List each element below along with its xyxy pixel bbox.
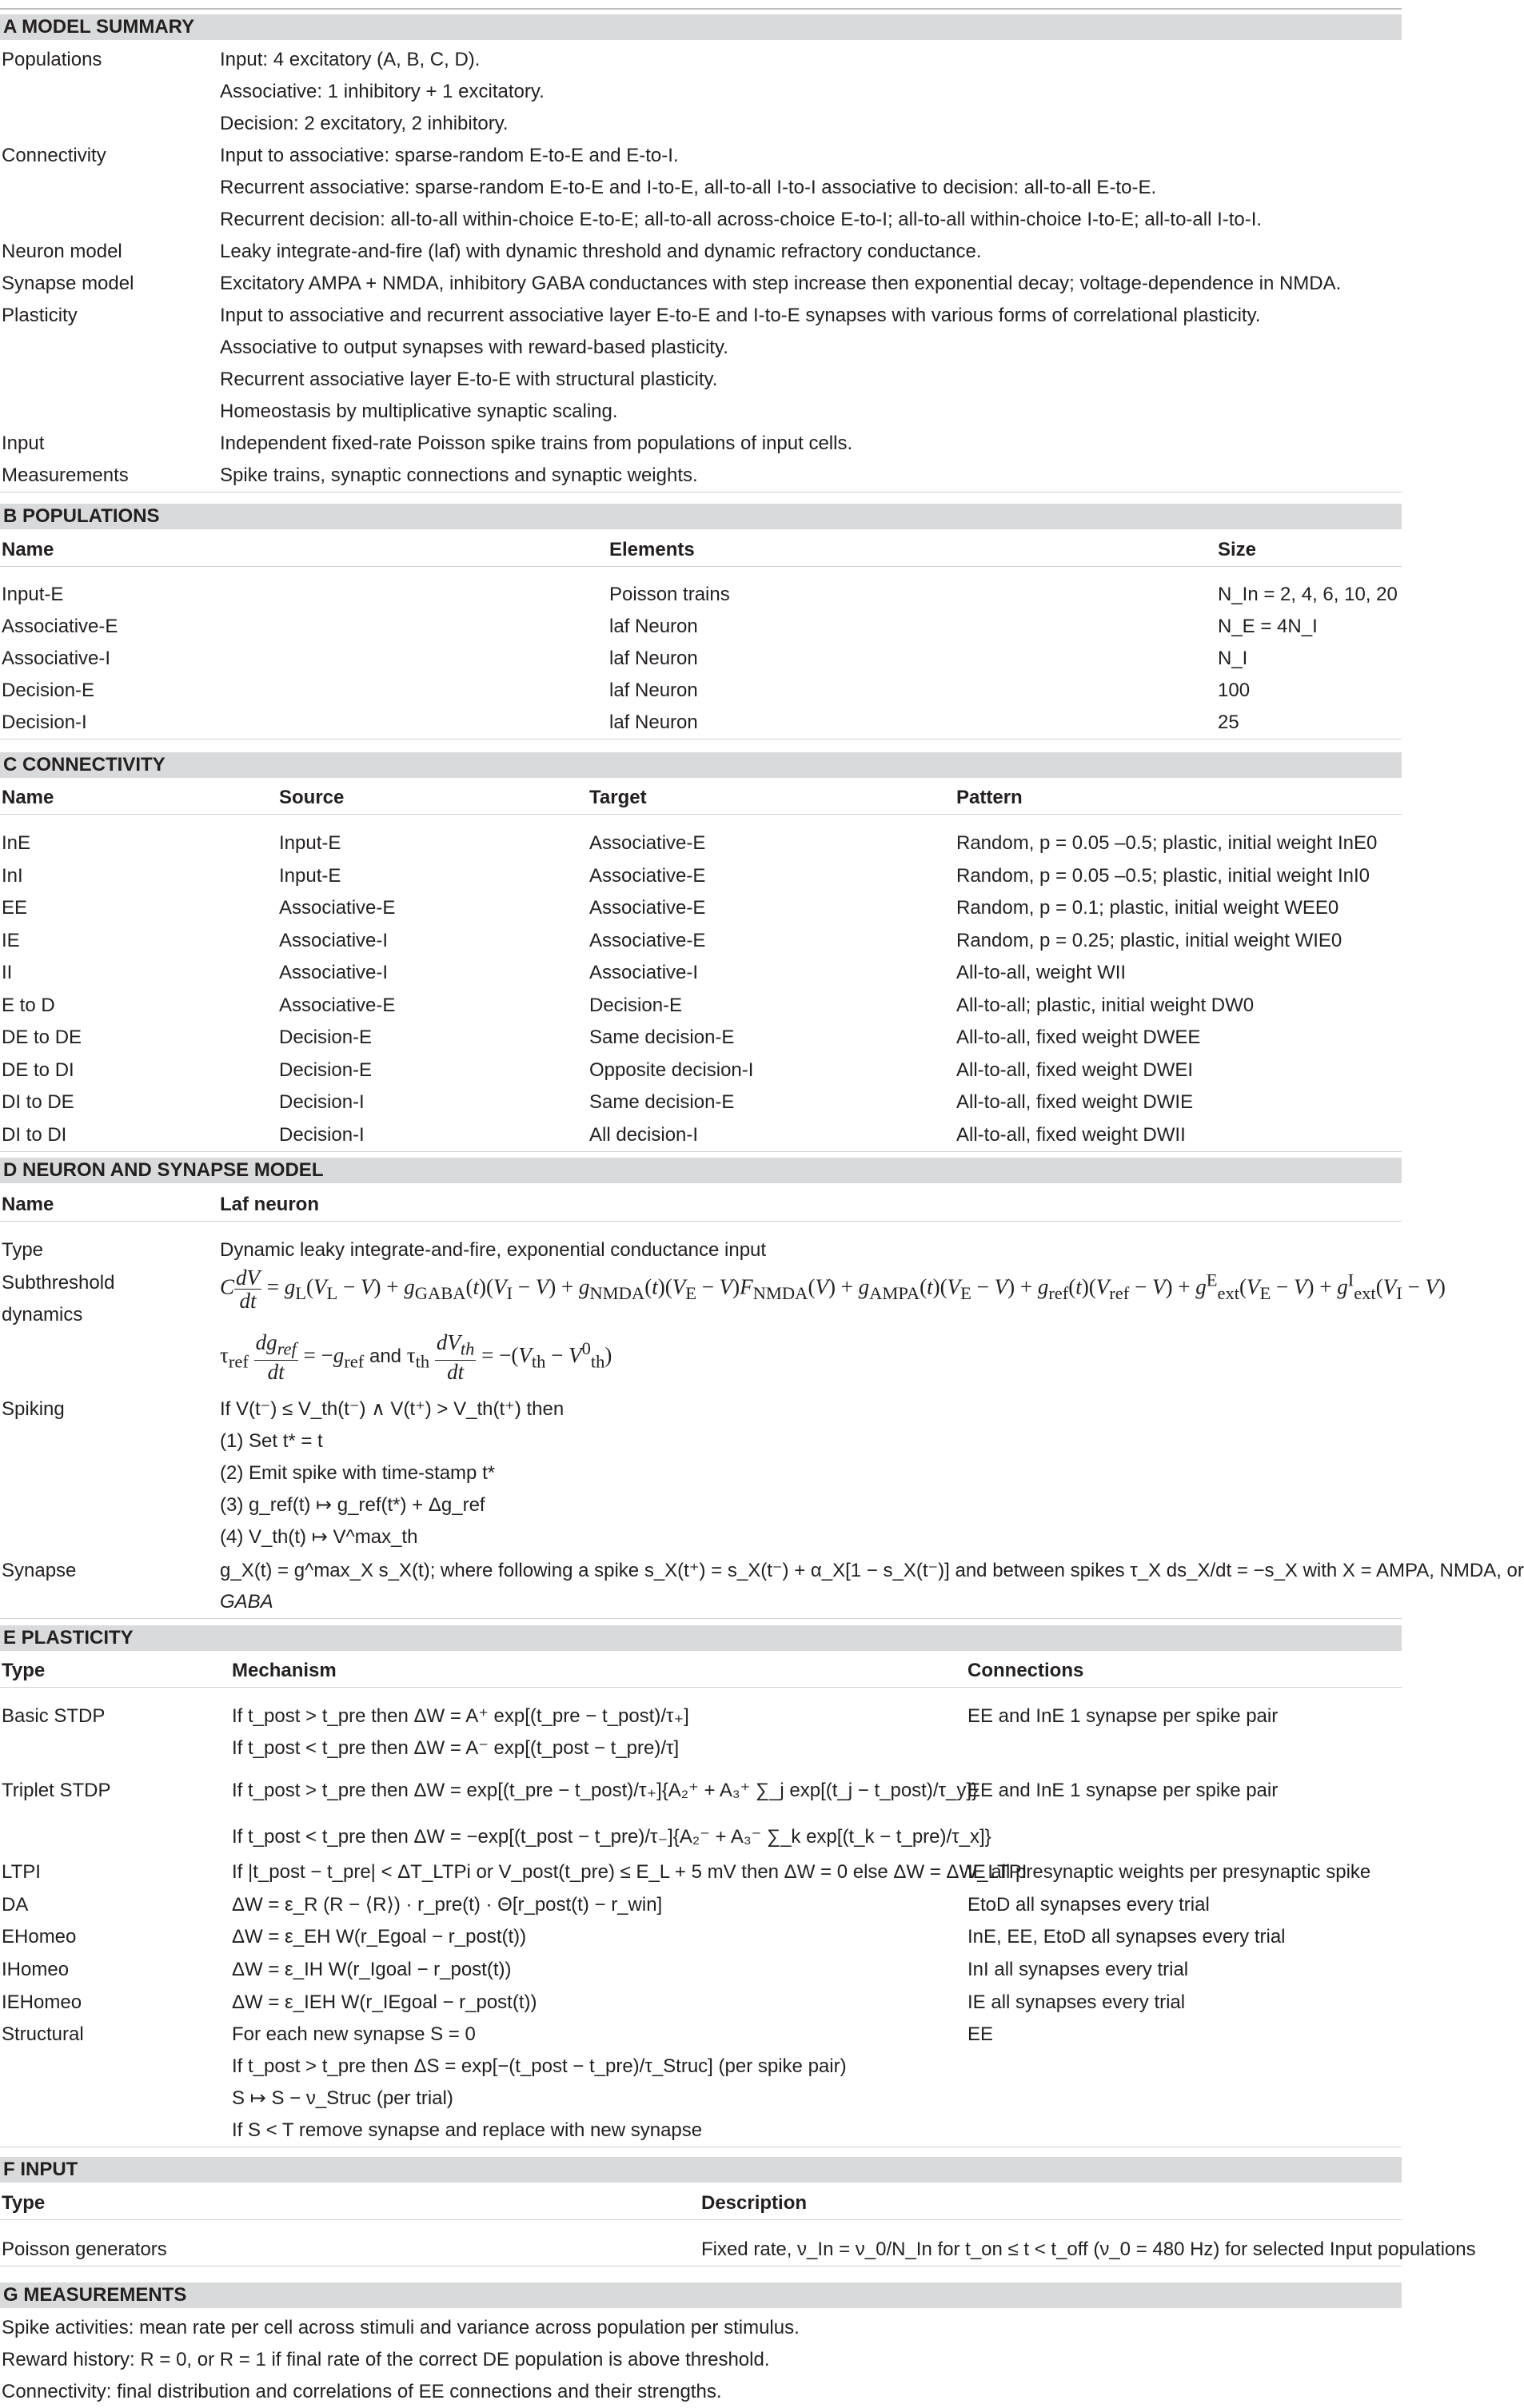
section-f-header: F INPUT — [0, 2157, 1402, 2183]
connection-source: Decision-I — [279, 1123, 365, 1146]
f-input-row: Poisson generators Fixed rate, ν_In = ν_0/N_In for t_on ≤ t < t_off (ν_0 = 480 Hz) for selected Input populations — [0, 2234, 1402, 2266]
connection-source: Input-E — [279, 832, 341, 854]
plasticity-type: Basic STDP — [2, 1705, 106, 1727]
summary-label: Measurements — [2, 464, 129, 486]
population-size: 100 — [1218, 680, 1251, 701]
plasticity-connections: InI all synapses every trial — [967, 1959, 1189, 1980]
connection-target: Associative-I — [589, 962, 699, 983]
summary-row — [0, 300, 1402, 332]
population-name: Input-E — [2, 584, 64, 605]
connection-pattern: Random, p = 0.05 –0.5; plastic, initial weight InE0 — [956, 832, 1378, 854]
connection-pattern: Random, p = 0.05 –0.5; plastic, initial weight InI0 — [956, 864, 1370, 887]
plasticity-connections: EE and InE 1 synapse per spike pair — [967, 1705, 1279, 1727]
summary-row — [0, 108, 1402, 140]
population-elements: laf Neuron — [609, 648, 698, 669]
population-elements: laf Neuron — [609, 616, 698, 637]
section-c-column-headers — [0, 782, 1402, 815]
col-type: Type — [2, 2192, 46, 2214]
connection-row — [0, 860, 1402, 892]
col-name: Name — [2, 1194, 54, 1215]
connection-row — [0, 892, 1402, 924]
summary-text: Input to associative and recurrent associative layer E-to-E and I-to-E synapses with various forms of correlational plasticity. — [220, 305, 1261, 326]
col-target: Target — [589, 787, 647, 808]
summary-label: Connectivity — [2, 145, 106, 166]
connection-pattern: All-to-all, weight WII — [956, 962, 1127, 983]
summary-text: Leaky integrate-and-fire (laf) with dynamic threshold and dynamic refractory conductance. — [220, 241, 982, 262]
summary-text: Input to associative: sparse-random E-to-E and E-to-I. — [220, 145, 679, 166]
refractory-threshold-equation: $\tau_{ref}$ $\frac{dg_{ref}}{dt}$ = $-g_{ref}$ and $\tau_{th}$ $\frac{dV_{th}}{dt}$ = $-(V_{th} - V^0_{th})$ — [220, 1330, 612, 1385]
plasticity-mechanism: For each new synapse S = 0 — [232, 2023, 476, 2045]
connection-name: InE — [2, 832, 31, 854]
membrane-equation: C $\frac{dV}{dt}$ = $g_L(V_L - V) + g_{GABA}(t)(V_I - V) + g_{NMDA}(t)(V_E - V)F_{NMDA}(V) + g_{AMPA}(t)(V_E - V) + g_{ref}(t)(V_{ref} - V) + g^E_{ext}(V_E - V) + g^I_{ext}(V_I - V)$ — [220, 1266, 1446, 1313]
col-description: Description — [701, 2192, 808, 2214]
plasticity-type: IEHomeo — [2, 1991, 82, 2013]
col-elements: Elements — [609, 539, 695, 560]
connection-pattern: All-to-all, fixed weight DWEE — [956, 1027, 1201, 1048]
section-f-column-headers — [0, 2187, 1402, 2220]
population-size: 25 — [1218, 712, 1239, 733]
spiking-rule-line: If V(t⁻) ≤ V_th(t⁻) ∧ V(t⁺) > V_th(t⁺) then — [220, 1398, 565, 1420]
connection-row — [0, 1022, 1402, 1054]
summary-row — [0, 268, 1402, 300]
summary-text: Independent fixed-rate Poisson spike trains from populations of input cells. — [220, 433, 853, 454]
measurement-line: Spike activities: mean rate per cell across stimuli and variance across population per stimulus. — [2, 2317, 800, 2338]
plasticity-mechanism: ΔW = ε_IEH W(r_IEgoal − r_post(t)) — [232, 1991, 537, 2013]
summary-text: Recurrent associative layer E-to-E with structural plasticity. — [220, 369, 718, 390]
summary-row — [0, 76, 1402, 108]
population-name: Associative-E — [2, 616, 118, 637]
col-type: Type — [2, 1660, 46, 1681]
spiking-line — [0, 1393, 1402, 1425]
population-size: N_I — [1218, 648, 1248, 669]
col-mechanism: Mechanism — [232, 1660, 337, 1681]
plasticity-mechanism: If t_post > t_pre then ΔW = exp[(t_pre − t_post)/τ₊]{A₂⁺ + A₃⁺ ∑_j exp[(t_j − t_post)/τ_y]} — [232, 1780, 978, 1801]
connection-source: Associative-I — [279, 962, 389, 983]
spiking-line — [0, 1489, 1402, 1521]
connection-source: Decision-E — [279, 1058, 373, 1081]
summary-row — [0, 140, 1402, 172]
summary-row — [0, 332, 1402, 364]
summary-row — [0, 204, 1402, 236]
population-row — [0, 579, 1402, 611]
plasticity-connections: EE and InE 1 synapse per spike pair — [967, 1780, 1279, 1801]
plasticity-mechanism: If t_post < t_pre then ΔW = A⁻ exp[(t_post − t_pre)/τ] — [232, 1737, 680, 1759]
summary-text: Associative to output synapses with reward-based plasticity. — [220, 337, 728, 358]
measurement-line: Reward history: R = 0, or R = 1 if final rate of the correct DE population is above threshold. — [2, 2349, 770, 2370]
population-row — [0, 707, 1402, 740]
connection-source: Decision-I — [279, 1091, 365, 1113]
connection-target: All decision-I — [589, 1123, 699, 1146]
connection-name: DE to DI — [2, 1058, 74, 1081]
population-size: N_E = 4N_I — [1218, 616, 1318, 637]
col-name: Name — [2, 787, 54, 808]
plasticity-row — [0, 1856, 1402, 1888]
top-rule — [0, 8, 1402, 10]
d-type-row: Type Dynamic leaky integrate-and-fire, exponential conductance input — [2, 1239, 767, 1261]
spiking-rule-line: (2) Emit spike with time-stamp t* — [220, 1462, 496, 1484]
plasticity-connections: InE, EE, EtoD all synapses every trial — [967, 1926, 1286, 1948]
plasticity-connections: EE — [967, 2023, 994, 2045]
population-size: N_In = 2, 4, 6, 10, 20 — [1218, 584, 1398, 605]
plasticity-row — [0, 1987, 1402, 2019]
plasticity-mechanism: ΔW = ε_R (R − ⟨R⟩) · r_pre(t) · Θ[r_post(t) − r_win] — [232, 1894, 663, 1916]
connection-target: Same decision-E — [589, 1091, 735, 1113]
summary-label: Plasticity — [2, 305, 78, 326]
summary-text: Recurrent associative: sparse-random E-to-E and I-to-E, all-to-all I-to-I associative to decision: all-to-all E-to-E. — [220, 177, 1157, 198]
spiking-line — [0, 1521, 1402, 1553]
summary-row — [0, 172, 1402, 204]
spiking-line — [0, 1457, 1402, 1489]
d-subthreshold-label: Subthreshold — [2, 1272, 115, 1294]
summary-label: Populations — [2, 49, 102, 70]
connection-row — [0, 925, 1402, 957]
plasticity-mechanism: If t_post > t_pre then ΔS = exp[−(t_post − t_pre)/τ_Struc] (per spike pair) — [232, 2055, 847, 2077]
plasticity-row — [0, 2083, 1402, 2115]
connection-row — [0, 1054, 1402, 1086]
plasticity-mechanism: ΔW = ε_IH W(r_Igoal − r_post(t)) — [232, 1959, 512, 1980]
plasticity-mechanism: If t_post < t_pre then ΔW = −exp[(t_post − t_pre)/τ₋]{A₂⁻ + A₃⁻ ∑_k exp[(t_k − t_pre)/τ_x]} — [232, 1826, 991, 1848]
connection-name: E to D — [2, 994, 55, 1016]
plasticity-connections: IE all synapses every trial — [967, 1991, 1186, 2013]
plasticity-row — [0, 1775, 1402, 1807]
measurement-row — [0, 2312, 1402, 2344]
summary-text: Spike trains, synaptic connections and synaptic weights. — [220, 464, 698, 486]
connection-row — [0, 990, 1402, 1022]
connection-target: Associative-E — [589, 897, 706, 919]
summary-row — [0, 236, 1402, 268]
summary-text: Excitatory AMPA + NMDA, inhibitory GABA conductances with step increase then exponential decay; voltage-dependence in NMDA. — [220, 273, 1342, 294]
plasticity-row — [0, 1889, 1402, 1921]
plasticity-type: IHomeo — [2, 1959, 70, 1980]
plasticity-row — [0, 2051, 1402, 2083]
connection-pattern: All-to-all, fixed weight DWEI — [956, 1058, 1194, 1081]
connection-source: Associative-E — [279, 897, 396, 919]
section-g-header: G MEASUREMENTS — [0, 2282, 1402, 2308]
summary-label: Neuron model — [2, 241, 122, 262]
section-e-column-headers — [0, 1655, 1402, 1688]
plasticity-row — [0, 2115, 1402, 2147]
summary-text: Input: 4 excitatory (A, B, C, D). — [220, 49, 481, 70]
col-name: Name — [2, 539, 54, 560]
plasticity-type: EHomeo — [2, 1926, 77, 1948]
plasticity-row — [0, 1700, 1402, 1732]
section-a-header: A MODEL SUMMARY — [0, 14, 1402, 40]
connection-target: Decision-E — [589, 994, 683, 1016]
col-source: Source — [279, 787, 345, 808]
connection-target: Same decision-E — [589, 1027, 735, 1048]
summary-text: Associative: 1 inhibitory + 1 excitatory. — [220, 81, 545, 102]
connection-pattern: All-to-all, fixed weight DWII — [956, 1123, 1186, 1146]
measurement-row — [0, 2376, 1402, 2408]
summary-label: Synapse model — [2, 273, 134, 294]
connection-target: Associative-E — [589, 832, 706, 854]
connection-name: InI — [2, 864, 23, 887]
d-synapse-row-cont: GABA — [0, 1586, 1402, 1619]
connection-name: DI to DE — [2, 1091, 74, 1113]
summary-row — [0, 460, 1402, 492]
population-elements: Poisson trains — [609, 584, 730, 605]
summary-label: Input — [2, 433, 45, 454]
plasticity-connections: IE all presynaptic weights per presynaptic spike — [967, 1861, 1371, 1883]
connection-pattern: All-to-all; plastic, initial weight DW0 — [956, 994, 1255, 1016]
plasticity-type: DA — [2, 1894, 29, 1916]
connection-name: EE — [2, 897, 28, 919]
spiking-rule-line: (3) g_ref(t) ↦ g_ref(t*) + Δg_ref — [220, 1494, 485, 1516]
section-d-header: D NEURON AND SYNAPSE MODEL — [0, 1158, 1402, 1183]
population-row — [0, 675, 1402, 707]
connection-pattern: All-to-all, fixed weight DWIE — [956, 1091, 1194, 1113]
connection-row — [0, 1119, 1402, 1152]
section-e-header: E PLASTICITY — [0, 1625, 1402, 1651]
population-elements: laf Neuron — [609, 712, 698, 733]
d-spiking-row: Spiking — [2, 1398, 65, 1420]
plasticity-type: LTPI — [2, 1861, 41, 1883]
section-b-header: B POPULATIONS — [0, 504, 1402, 529]
section-c-header: C CONNECTIVITY — [0, 752, 1402, 778]
connection-name: DI to DI — [2, 1123, 67, 1146]
measurement-row — [0, 2344, 1402, 2376]
connection-target: Associative-E — [589, 929, 706, 951]
summary-text: Decision: 2 excitatory, 2 inhibitory. — [220, 113, 509, 134]
plasticity-mechanism: ΔW = ε_EH W(r_Egoal − r_post(t)) — [232, 1926, 527, 1948]
plasticity-row — [0, 1954, 1402, 1986]
connection-target: Opposite decision-I — [589, 1058, 754, 1081]
plasticity-type: Triplet STDP — [2, 1780, 111, 1801]
col-pattern: Pattern — [956, 787, 1023, 808]
connection-source: Decision-E — [279, 1027, 373, 1048]
plasticity-mechanism: If t_post > t_pre then ΔW = A⁺ exp[(t_pre − t_post)/τ₊] — [232, 1705, 689, 1727]
plasticity-mechanism: If |t_post − t_pre| < ΔT_LTPi or V_post(t_pre) ≤ E_L + 5 mV then ΔW = 0 else ΔW = ΔW_LTPI — [232, 1861, 1027, 1883]
plasticity-mechanism: If S < T remove synapse and replace with new synapse — [232, 2119, 703, 2141]
summary-text: Recurrent decision: all-to-all within-choice E-to-E; all-to-all across-choice E-to-I; all-to-all within-choice I-to-E; all-to-all I-to-I. — [220, 209, 1263, 230]
connection-source: Associative-E — [279, 994, 396, 1016]
connection-name: II — [2, 962, 13, 983]
plasticity-row — [0, 1821, 1402, 1853]
plasticity-type: Structural — [2, 2023, 84, 2045]
population-name: Decision-I — [2, 712, 87, 733]
plasticity-row — [0, 1732, 1402, 1764]
population-name: Associative-I — [2, 648, 111, 669]
spiking-rule-line: (4) V_th(t) ↦ V^max_th — [220, 1526, 418, 1548]
section-d-column-headers — [0, 1189, 1402, 1222]
col-laf-neuron: Laf neuron — [220, 1194, 319, 1215]
measurement-line: Connectivity: final distribution and correlations of EE connections and their strengths. — [2, 2381, 722, 2402]
plasticity-connections: EtoD all synapses every trial — [967, 1894, 1210, 1916]
population-elements: laf Neuron — [609, 680, 698, 701]
spiking-line — [0, 1425, 1402, 1457]
plasticity-row — [0, 2019, 1402, 2051]
summary-text: Homeostasis by multiplicative synaptic scaling. — [220, 401, 618, 422]
population-name: Decision-E — [2, 680, 95, 701]
connection-source: Input-E — [279, 864, 341, 887]
population-row — [0, 611, 1402, 643]
population-row — [0, 643, 1402, 675]
d-subthreshold-label-2: dynamics — [2, 1304, 83, 1326]
plasticity-mechanism: S ↦ S − ν_Struc (per trial) — [232, 2087, 453, 2109]
summary-row — [0, 428, 1402, 460]
plasticity-row — [0, 1921, 1402, 1953]
connection-source: Associative-I — [279, 929, 389, 951]
summary-row — [0, 364, 1402, 396]
col-size: Size — [1218, 539, 1257, 560]
connection-pattern: Random, p = 0.1; plastic, initial weight WEE0 — [956, 897, 1339, 919]
connection-name: DE to DE — [2, 1027, 82, 1048]
summary-row — [0, 44, 1402, 76]
connection-row — [0, 957, 1402, 989]
connection-row — [0, 827, 1402, 859]
connection-name: IE — [2, 929, 20, 951]
col-connections: Connections — [967, 1660, 1084, 1681]
connection-target: Associative-E — [589, 864, 706, 887]
d-synapse-row: Synapse g_X(t) = g^max_X s_X(t); where following a spike s_X(t⁺) = s_X(t⁻) + α_X[1 − s_X(t⁻)] and between spikes τ_X ds_X/dt = −s_X with X = AMPA, NMDA, or — [2, 1560, 1524, 1581]
connection-row — [0, 1086, 1402, 1118]
spiking-rule-line: (1) Set t* = t — [220, 1430, 323, 1452]
connection-pattern: Random, p = 0.25; plastic, initial weight WIE0 — [956, 929, 1342, 951]
section-b-column-headers — [0, 534, 1402, 567]
summary-row — [0, 396, 1402, 428]
